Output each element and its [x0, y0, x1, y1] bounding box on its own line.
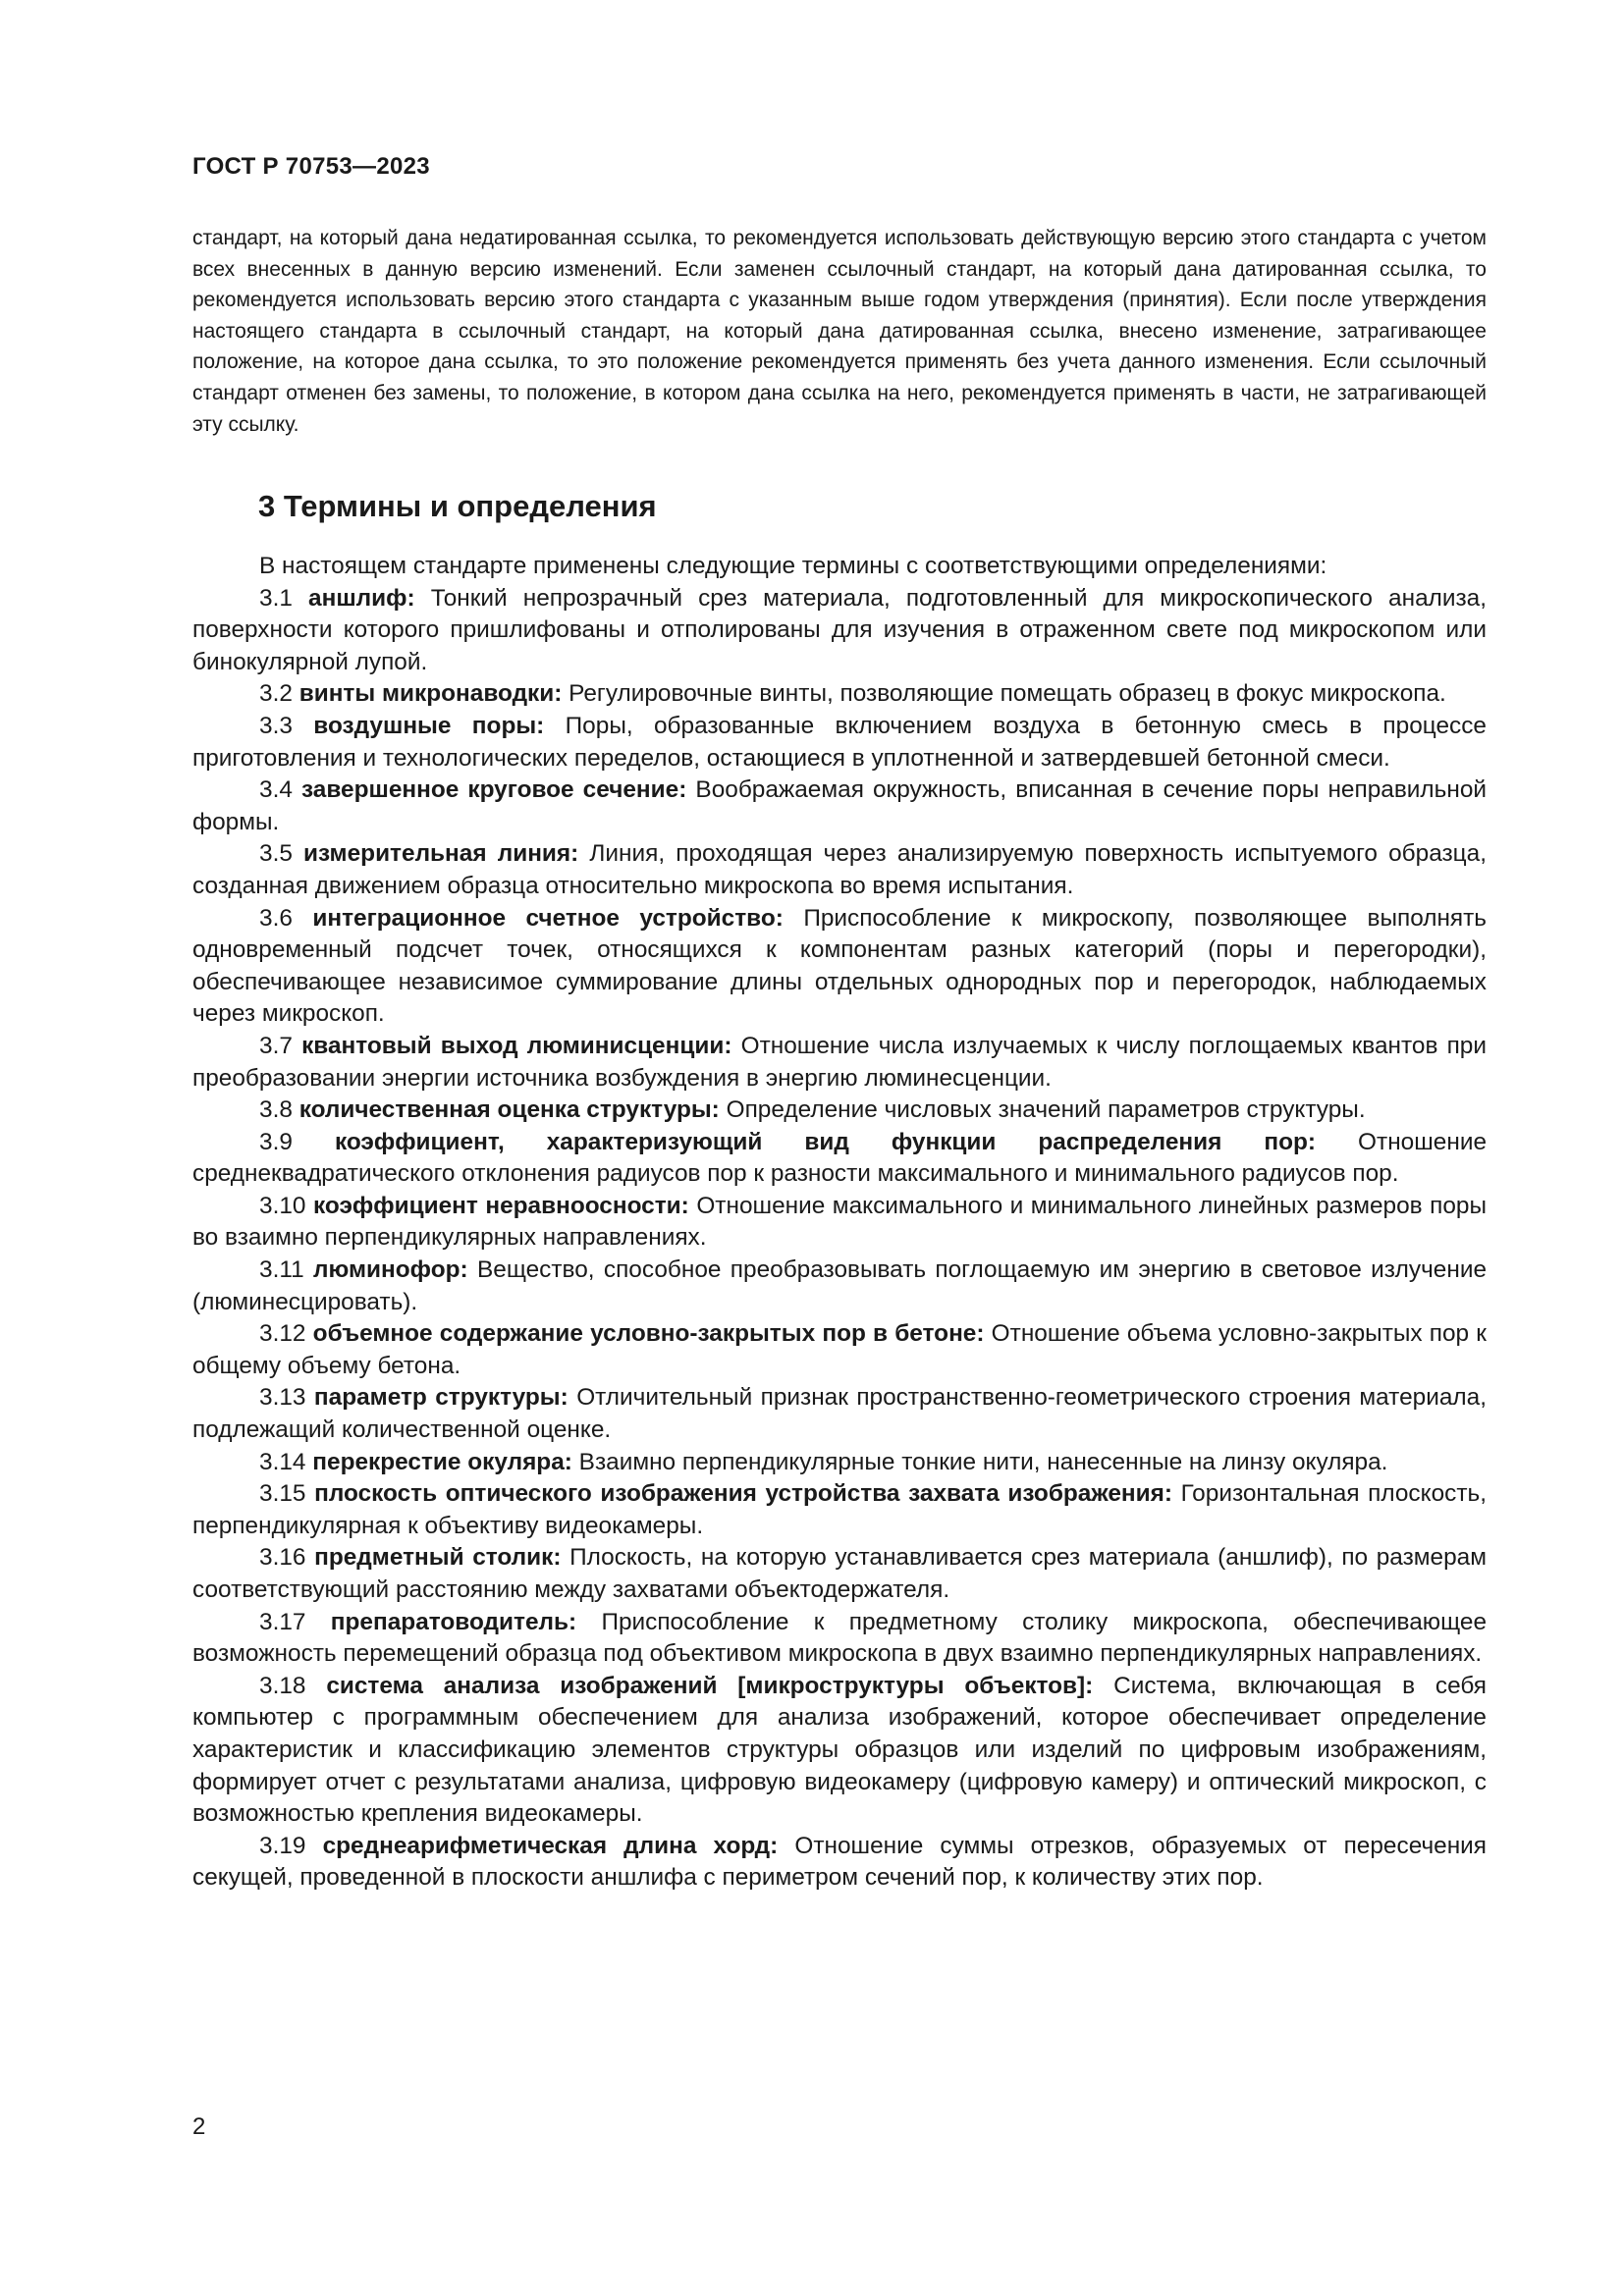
term-name: препаратоводитель:	[330, 1608, 577, 1635]
intro-paragraph	[192, 223, 1487, 440]
term-entry	[192, 838, 1487, 902]
term-number: 3.11	[259, 1256, 304, 1284]
term-name: воздушные поры:	[313, 712, 545, 739]
term-definition: Определение числовых значений параметров структуры.	[726, 1096, 1366, 1124]
term-number: 3.13	[259, 1384, 306, 1412]
term-name: аншлиф:	[308, 584, 415, 612]
term-number: 3.6	[259, 904, 293, 932]
term-definition: Тонкий непрозрачный срез материала, подготовленный для микроскопического анализа, поверхности которого пришлифованы и отполированы для изучения в отраженном свете под микроскопом или бинокулярной лупой.	[192, 584, 1488, 675]
term-entry	[192, 1255, 1487, 1318]
term-name: квантовый выход люминисценции:	[301, 1032, 732, 1059]
term-definition: Система, включающая в себя компьютер с программным обеспечением для анализа изображений, которое обеспечивает определение характеристик и классификацию элементов структуры образцов или изделий по цифровым изображениям, формирует отчет с результатами анализа, цифровую видеокамеру (цифровую камеру) и оптический микроскоп, с возможностью крепления видеокамеры.	[192, 1672, 1487, 1828]
term-name: система анализа изображений [микроструктуры объектов]:	[326, 1672, 1094, 1699]
term-number: 3.14	[259, 1448, 306, 1475]
term-number: 3.7	[259, 1032, 293, 1059]
term-entry	[192, 1191, 1487, 1255]
term-number: 3.12	[259, 1320, 306, 1348]
document-header: ГОСТ Р 70753—2023	[192, 153, 430, 180]
term-entry	[192, 711, 1487, 774]
term-entry	[192, 583, 1487, 679]
term-definition: Взаимно перпендикулярные тонкие нити, нанесенные на линзу окуляра.	[578, 1448, 1388, 1475]
section-title: 3 Термины и определения	[258, 489, 657, 523]
term-definition: Вещество, способное преобразовывать поглощаемую им энергию в световое излучение (люминесцировать).	[192, 1256, 1488, 1315]
term-definition: Горизонтальная плоскость, перпендикулярная к объективу видеокамеры.	[192, 1480, 1487, 1539]
term-entry	[192, 903, 1487, 1031]
term-name: коэффициент, характеризующий вид функции распределения пор:	[334, 1128, 1317, 1155]
term-entry	[192, 1127, 1487, 1191]
term-name: интеграционное счетное устройство:	[312, 904, 784, 932]
term-entry	[192, 1095, 1487, 1127]
term-entry	[192, 1607, 1487, 1671]
term-entry	[192, 1382, 1487, 1446]
term-entry	[192, 1542, 1487, 1606]
page-number: 2	[192, 2113, 206, 2140]
intro-text: стандарт, на который дана недатированная ссылка, то рекомендуется использовать действующую версию этого стандарта с учетом всех внесенных в данную версию изменений. Если заменен ссылочный стандарт, на который дана датированная ссылка, то рекомендуется использовать версию этого стандарта с указанным выше годом утверждения (принятия). Если после утверждения настоящего стандарта в ссылочный стандарт, на который дана датированная ссылка, внесено изменение, затрагивающее положение, на которое дана ссылка, то это положение рекомендуется применять без учета данного изменения. Если ссылочный стандарт отменен без замены, то положение, в котором дана ссылка на него, рекомендуется применять в части, не затрагивающей эту ссылку.	[192, 227, 1487, 436]
term-definition: Отношение объема условно-закрытых пор к общему объему бетона.	[192, 1320, 1487, 1379]
term-name: коэффициент неравноосности:	[313, 1192, 689, 1219]
term-definition: Регулировочные винты, позволяющие помещать образец в фокус микроскопа.	[568, 680, 1446, 708]
term-definition: Отношение максимального и минимального линейных размеров поры во взаимно перпендикулярных направлениях.	[192, 1192, 1488, 1252]
terms-list	[192, 551, 1487, 1895]
term-entry	[192, 1478, 1487, 1542]
term-definition: Отношение суммы отрезков, образуемых от пересечения секущей, проведенной в плоскости аншлифа с периметром сечений пор, к количеству этих пор.	[192, 1832, 1488, 1892]
term-name: предметный столик:	[314, 1544, 562, 1572]
term-number: 3.9	[259, 1128, 293, 1155]
term-name: объемное содержание условно-закрытых пор в бетоне:	[312, 1320, 985, 1348]
term-definition: Линия, проходящая через анализируемую поверхность испытуемого образца, созданная движением образца относительно микроскопа во время испытания.	[192, 840, 1487, 899]
term-entry	[192, 1318, 1487, 1382]
term-definition: Отношение числа излучаемых к числу поглощаемых квантов при преобразовании энергии источника возбуждения в энергию люминесценции.	[192, 1032, 1487, 1092]
term-definition: Отношение среднеквадратического отклонения радиусов пор к разности максимального и минимального радиусов пор.	[192, 1128, 1488, 1188]
term-entry	[192, 1031, 1487, 1095]
term-number: 3.17	[259, 1608, 306, 1635]
term-entry	[192, 1671, 1487, 1831]
term-number: 3.2	[259, 680, 293, 708]
section-lead: В настоящем стандарте применены следующие термины с соответствующими определениями:	[259, 553, 1327, 579]
term-number: 3.10	[259, 1192, 306, 1219]
term-number: 3.15	[259, 1480, 306, 1508]
term-number: 3.5	[259, 840, 293, 868]
term-number: 3.4	[259, 776, 293, 804]
term-name: среднеарифметическая длина хорд:	[322, 1832, 779, 1859]
term-entry	[192, 1831, 1487, 1895]
term-definition: Отличительный признак пространственно-геометрического строения материала, подлежащий количественной оценке.	[192, 1384, 1487, 1444]
term-definition: Поры, образованные включением воздуха в бетонную смесь в процессе приготовления и технологических переделов, остающиеся в уплотненной и затвердевшей бетонной смеси.	[192, 712, 1487, 772]
term-definition: Приспособление к микроскопу, позволяющее выполнять одновременный подсчет точек, относящихся к компонентам разных категорий (поры и перегородки), обеспечивающее независимое суммирование длины отдельных однородных пор и перегородок, наблюдаемых через микроскоп.	[192, 904, 1488, 1028]
term-definition: Воображаемая окружность, вписанная в сечение поры неправильной формы.	[192, 776, 1488, 835]
term-entry	[192, 1447, 1487, 1479]
term-number: 3.16	[259, 1544, 306, 1572]
term-name: параметр структуры:	[313, 1384, 568, 1412]
term-number: 3.3	[259, 712, 293, 739]
term-name: винты микронаводки:	[298, 680, 563, 708]
term-name: измерительная линия:	[303, 840, 579, 868]
term-number: 3.8	[259, 1096, 293, 1124]
term-entry	[192, 678, 1487, 711]
term-definition: Приспособление к предметному столику микроскопа, обеспечивающее возможность перемещений образца под объективом микроскопа в двух взаимно перпендикулярных направлениях.	[192, 1608, 1488, 1668]
term-number: 3.19	[259, 1832, 306, 1859]
term-entry	[192, 774, 1487, 838]
term-number: 3.18	[259, 1672, 306, 1699]
term-name: люминофор:	[313, 1256, 468, 1284]
term-name: плоскость оптического изображения устройства захвата изображения:	[314, 1480, 1172, 1508]
term-number: 3.1	[259, 584, 293, 612]
term-definition: Плоскость, на которую устанавливается срез материала (аншлиф), по размерам соответствующий расстоянию между захватами объектодержателя.	[192, 1544, 1488, 1603]
term-name: завершенное круговое сечение:	[301, 776, 687, 804]
term-name: перекрестие окуляра:	[312, 1448, 572, 1475]
term-name: количественная оценка структуры:	[298, 1096, 720, 1124]
